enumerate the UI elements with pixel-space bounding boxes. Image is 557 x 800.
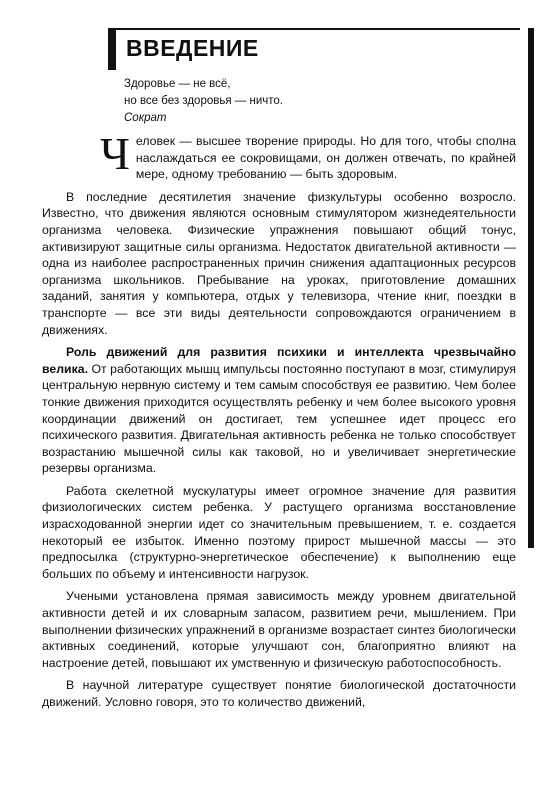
paragraph-6: В научной литературе существует понятие биологической достаточности движений. Условно говоря, это то количество движений, [42,678,516,709]
paragraph-3-text: От работающих мышц импульсы постоянно поступают в мозг, стимулируя центральную нервную систему и тем самым способствуя ее развитию. Чем более тонкие движения приходится осуществлять ребенку и чем более высокого уровня координации движений он достигает, тем успешнее идет процесс его психического развития. Двигательная активность ребенка не только способствует возрастанию мышечной силы как таковой, но и увеличивает энергетические резервы организма. [42,361,516,476]
drop-cap: Ч [100,128,130,179]
epigraph-author: Сократ [124,112,167,124]
paragraph-5: Учеными установлена прямая зависимость между уровнем двигательной активности детей и их словарным запасом, развитием речи, мышлением. При выполнении физических упражнений в организме возрастает синтез биологически активных соединений, которые улучшают сон, благоприятно влияют на настроение детей, повышают их умственную и физическую работоспособность. [42,589,516,670]
side-bar [528,28,534,548]
paragraph-4: Работа скелетной мускулатуры имеет огромное значение для развития физиологических систем ребенка. У растущего организма восстановление израсходованной энергии идет со значительным превышением, т. е. создается некоторый ее избыток. Именно поэтому прирост мышечной массы — это предпосылка (структурно-энергетическое обеспечение) к выполнению еще больших по объему и интенсивности нагрузок. [42,483,516,581]
paragraph-1 [42,128,516,183]
heading-bar [108,30,116,70]
paragraph-1-text: еловек — высшее творение природы. Но для того, чтобы сполна наслаждаться ее сокровищами, он должен отвечать, по крайней мере, одному требованию — быть здоровым. [135,134,516,182]
paragraph-3-lead: Роль движений для развития психики и интеллекта чрезвычайно велика. [42,345,516,376]
top-rule [108,28,520,30]
paragraph-3 [42,344,516,477]
page-title: ВВЕДЕНИЕ [126,35,259,61]
epigraph-line-2: но все без здоровья — ничто. [124,95,283,107]
paragraph-2: В последние десятилетия значение физкультуры особенно возросло. Известно, что движения являются основным стимулятором жизнедеятельности организма человека. Физические упражнения повышают общий тонус, активизируют защитные силы организма. Недостаток двигательной активности — одна из наиболее распространенных причин снижения адаптационных ресурсов организма школьников. Пребывание на уроках, приготовление домашних заданий, занятия у компьютера, отдых у телевизора, чтение книг, поездки в транспорте — все эти виды деятельности сопровождаются ограничением в движениях. [42,189,516,337]
epigraph [124,76,404,127]
epigraph-line-1: Здоровье — не всё, [124,78,231,90]
body-text [42,128,516,717]
